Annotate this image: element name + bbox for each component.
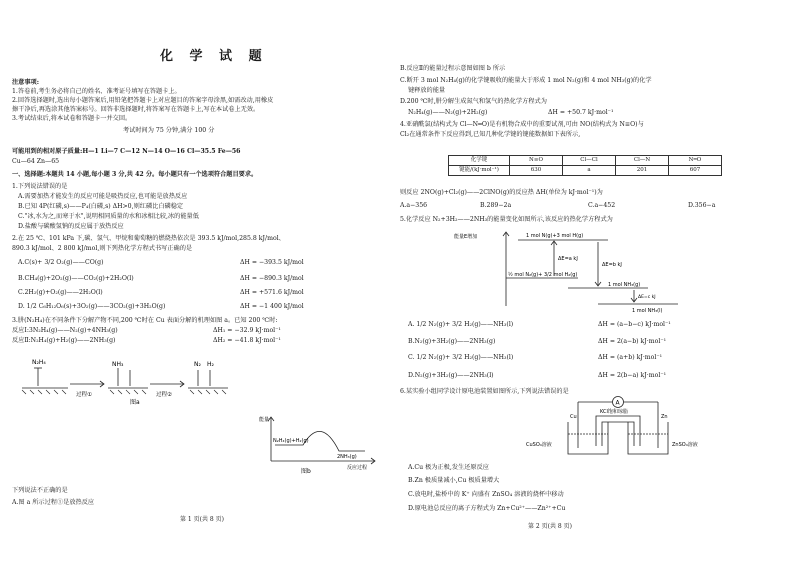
question-4: 4.亚硝酰氯(结构式为 Cl—N═O)是有机物合成中的重要试剂,可由 NO(结构式为 N≡O)与	[400, 121, 644, 128]
ammeter-label: A	[615, 399, 620, 407]
question-4-ask: 则反应 2NO(g)+Cl₂(g)——2ClNO(g)的反应热 ΔH(单位为 kJ·mol⁻¹)为	[400, 189, 603, 196]
option-equation: B.N₂(g)+3H₂(g)——2NH₃(g)	[408, 338, 496, 345]
option-equation: C.2H₂(g)+O₂(g)——2H₂O(l)	[18, 289, 103, 296]
option: A.需要加热才能发生的反应可能是吸热反应,也可能是放热反应	[18, 193, 188, 200]
equation-dh: ΔH = +50.7 kJ·mol⁻¹	[548, 109, 614, 116]
zn-electrode-label: Zn	[661, 414, 668, 420]
question-2: 2.在 25 ℃、101 kPa 下,碳、氢气、甲烷和葡萄糖的燃烧热依次是 393.5 kJ/mol,285.8 kJ/mol、	[12, 235, 285, 242]
diagram-eb: ΔE=b kJ	[602, 262, 622, 268]
option: C.断开 3 mol N₂H₄(g)的化学键吸收的能量大于形成 1 mol N₂(g)和 4 mol NH₃(g)的化学	[400, 77, 652, 84]
option: C.a−452	[588, 202, 616, 209]
diagram-level-3: 1 mol NH₃(g)	[608, 282, 641, 288]
table-cell: 键能/(kJ·mol⁻¹)	[449, 166, 510, 176]
question-5: 5.化学反应 N₂+3H₂——2NH₃的能量变化如图所示,该反应的热化学方程式为	[400, 216, 613, 223]
option-dh: ΔH = (a−b−c) kJ·mol⁻¹	[598, 321, 671, 328]
fig-b-caption: 图b	[301, 468, 311, 475]
section-heading: 一、选择题:本题共 14 小题,每小题 3 分,共 42 分。每小题只有一个选项符合题目要求。	[12, 171, 258, 178]
table-cell: Cl—N	[616, 156, 669, 166]
option: B.289−2a	[480, 202, 512, 209]
exam-time: 考试时间为 75 分钟,满分 100 分	[123, 127, 215, 134]
table-cell: N≡O	[510, 156, 563, 166]
figure-b	[259, 415, 383, 475]
atomic-masses: 可能用到的相对原子质量:H—1 Li—7 C—12 N—14 O—16 Cl—35.5 Fe—56	[12, 148, 241, 155]
option-equation: A.C(s)+ 3/2 O₂(g)——CO(g)	[18, 259, 104, 266]
table-cell: Cl—Cl	[563, 156, 616, 166]
fig-b-xlabel: 反应过程	[347, 465, 368, 471]
cu-electrode-label: Cu	[570, 414, 577, 420]
fig-a-caption: 图a	[130, 399, 140, 406]
question-3-stem: 下列说法不正确的是	[12, 487, 68, 494]
notice-line: 擦干净后,再选涂其他答案标号。回答非选择题时,将答案写在答题卡上,写在本试卷上无效。	[12, 106, 260, 113]
option: A.图 a 所示过程①是放热反应	[12, 499, 95, 506]
option-equation: C. 1/2 N₂(g)+ 3/2 H₂(g)——NH₃(l)	[408, 354, 514, 361]
table-cell: 607	[669, 166, 722, 176]
exam-title: 化 学 试 题	[160, 49, 268, 64]
reaction-2-dh: ΔH₂ = −41.8 kJ·mol⁻¹	[213, 337, 281, 344]
notice-line: 2.回答选择题时,选出每小题答案后,用铅笔把答题卡上对应题目的答案字母涂黑,如需改动,用橡皮	[12, 97, 274, 104]
page-footer: 第 1 页(共 8 页)	[180, 516, 224, 523]
table-row	[449, 166, 722, 176]
galvanic-cell	[526, 398, 698, 460]
diagram-level-1: 1 mol N(g)+3 mol H(g)	[526, 233, 584, 239]
option: A.a−356	[400, 202, 428, 209]
option-dh: ΔH = 2(a−b) kJ·mol⁻¹	[598, 338, 667, 345]
energy-diagram	[454, 226, 688, 316]
question-2-cont: 890.3 kJ/mol、2 800 kJ/mol,则下列热化学方程式书写正确的是	[12, 245, 193, 252]
table-cell: N═O	[669, 156, 722, 166]
option: A.Cu 极为正极,发生还原反应	[408, 464, 489, 471]
salt-bridge-label: KCl饱和琼脂	[600, 409, 628, 415]
diagram-ea: ΔE=a kJ	[558, 256, 578, 262]
option-equation: D.N₂(g)+3H₂(g)——2NH₃(l)	[408, 372, 494, 379]
reaction-2: 反应Ⅱ:N₂H₄(g)+H₂(g)——2NH₃(g)	[12, 337, 116, 344]
notice-line: 1.答卷前,考生务必将自己的姓名、准考证号填写在答题卡上。	[12, 88, 181, 95]
cuso4-label: CuSO₄溶液	[526, 442, 552, 448]
option: D.200 ℃时,肼分解生成氮气和氢气的热化学方程式为	[400, 98, 547, 105]
bond-energy-table	[448, 155, 722, 176]
option-dh: ΔH = −1 400 kJ/mol	[240, 303, 304, 310]
fig-a-step2: 过程②	[156, 392, 172, 398]
option: D.356−a	[688, 202, 716, 209]
diagram-ec: ΔE=c kJ	[638, 295, 656, 300]
option: B.Zn 极质量减小,Cu 极质量增大	[408, 477, 500, 484]
option-cont: 键释放的能量	[408, 87, 446, 94]
fig-b-product: 2NH₃(g)	[337, 454, 357, 460]
option-equation: B.CH₄(g)+2O₂(g)——CO₂(g)+2H₂O(l)	[18, 275, 134, 282]
table-row	[449, 156, 722, 166]
fig-a-n2h4: N₂H₄	[32, 359, 46, 366]
fig-a-nh3: NH₃	[112, 361, 124, 368]
option: D.盐酸与碳酸氢钠的反应属于放热反应	[18, 223, 124, 230]
option-equation: A. 1/2 N₂(g)+ 3/2 H₂(g)——NH₃(l)	[408, 321, 514, 328]
fig-b-reactant: N₂H₄(g)+H₂(g)	[273, 438, 309, 444]
option-dh: ΔH = −393.5 kJ/mol	[240, 259, 304, 266]
page-footer: 第 2 页(共 8 页)	[528, 523, 572, 530]
table-cell: 化学键	[449, 156, 510, 166]
right-page	[398, 0, 786, 562]
question-1: 1.下列说法错误的是	[12, 183, 68, 190]
fig-a-step1: 过程①	[76, 392, 92, 398]
diagram-ylabel: 能量E增加	[454, 234, 478, 240]
reaction-1-dh: ΔH₁ = −32.9 kJ·mol⁻¹	[213, 327, 281, 334]
table-cell: a	[563, 166, 616, 176]
notice-line: 3.考试结束后,将本试卷和答题卡一并交回。	[12, 115, 132, 122]
option-dh: ΔH = +571.6 kJ/mol	[240, 289, 304, 296]
figure-a	[18, 348, 238, 406]
fig-a-n2: N₂	[194, 361, 201, 368]
atomic-masses-2: Cu—64 Zn—65	[12, 158, 60, 165]
option: C."冰,水为之,而寒于水",说明相同质量的水和冰相比较,冰的能量低	[18, 213, 199, 220]
reaction-1: 反应Ⅰ:3N₂H₄(g)——N₂(g)+4NH₃(g)	[12, 327, 118, 334]
table-cell: 201	[616, 166, 669, 176]
option-dh: ΔH = (a+b) kJ·mol⁻¹	[598, 354, 663, 361]
fig-b-ylabel: 能量	[259, 417, 270, 423]
fig-a-h2: H₂	[207, 361, 214, 368]
option: D.原电池总反应的离子方程式为 Zn+Cu²⁺——Zn²⁺+Cu	[408, 505, 566, 512]
equation: N₂H₄(g)——N₂(g)+2H₂(g)	[408, 109, 488, 116]
diagram-level-4: 1 mol NH₃(l)	[632, 308, 663, 314]
option-dh: ΔH = 2(b−a) kJ·mol⁻¹	[598, 372, 667, 379]
diagram-level-2: ½ mol N₂(g)+ 3/2 mol H₂(g)	[508, 272, 578, 278]
notice-heading: 注意事项:	[12, 79, 40, 86]
left-page	[8, 0, 388, 562]
table-cell: 630	[510, 166, 563, 176]
question-4-cont: Cl₂在通常条件下反应得到,已知几种化学键的键能数据如下表所示,	[400, 131, 581, 138]
question-3: 3.肼(N₂H₄)在不同条件下分解产物不同,200 ℃时在 Cu 表面分解的机理如图 a。已知 200 ℃时:	[12, 317, 278, 324]
option: B.反应Ⅱ的能量过程示意图如图 b 所示	[400, 65, 506, 72]
question-6: 6.某实验小组同学设计原电池装置如图所示,下列说法错误的是	[400, 388, 569, 395]
option-dh: ΔH = −890.3 kJ/mol	[240, 275, 304, 282]
znso4-label: ZnSO₄溶液	[672, 442, 698, 448]
option-equation: D. 1/2 C₆H₁₂O₆(s)+3O₂(g)——3CO₂(g)+3H₂O(g)	[18, 303, 166, 310]
option: C.放电时,盐桥中的 K⁺ 向盛有 ZnSO₄ 溶液的烧杯中移动	[408, 491, 564, 498]
option: B.已知 4P(红磷,s)——P₄(白磷,s) ΔH>0,则红磷比白磷稳定	[18, 203, 184, 210]
